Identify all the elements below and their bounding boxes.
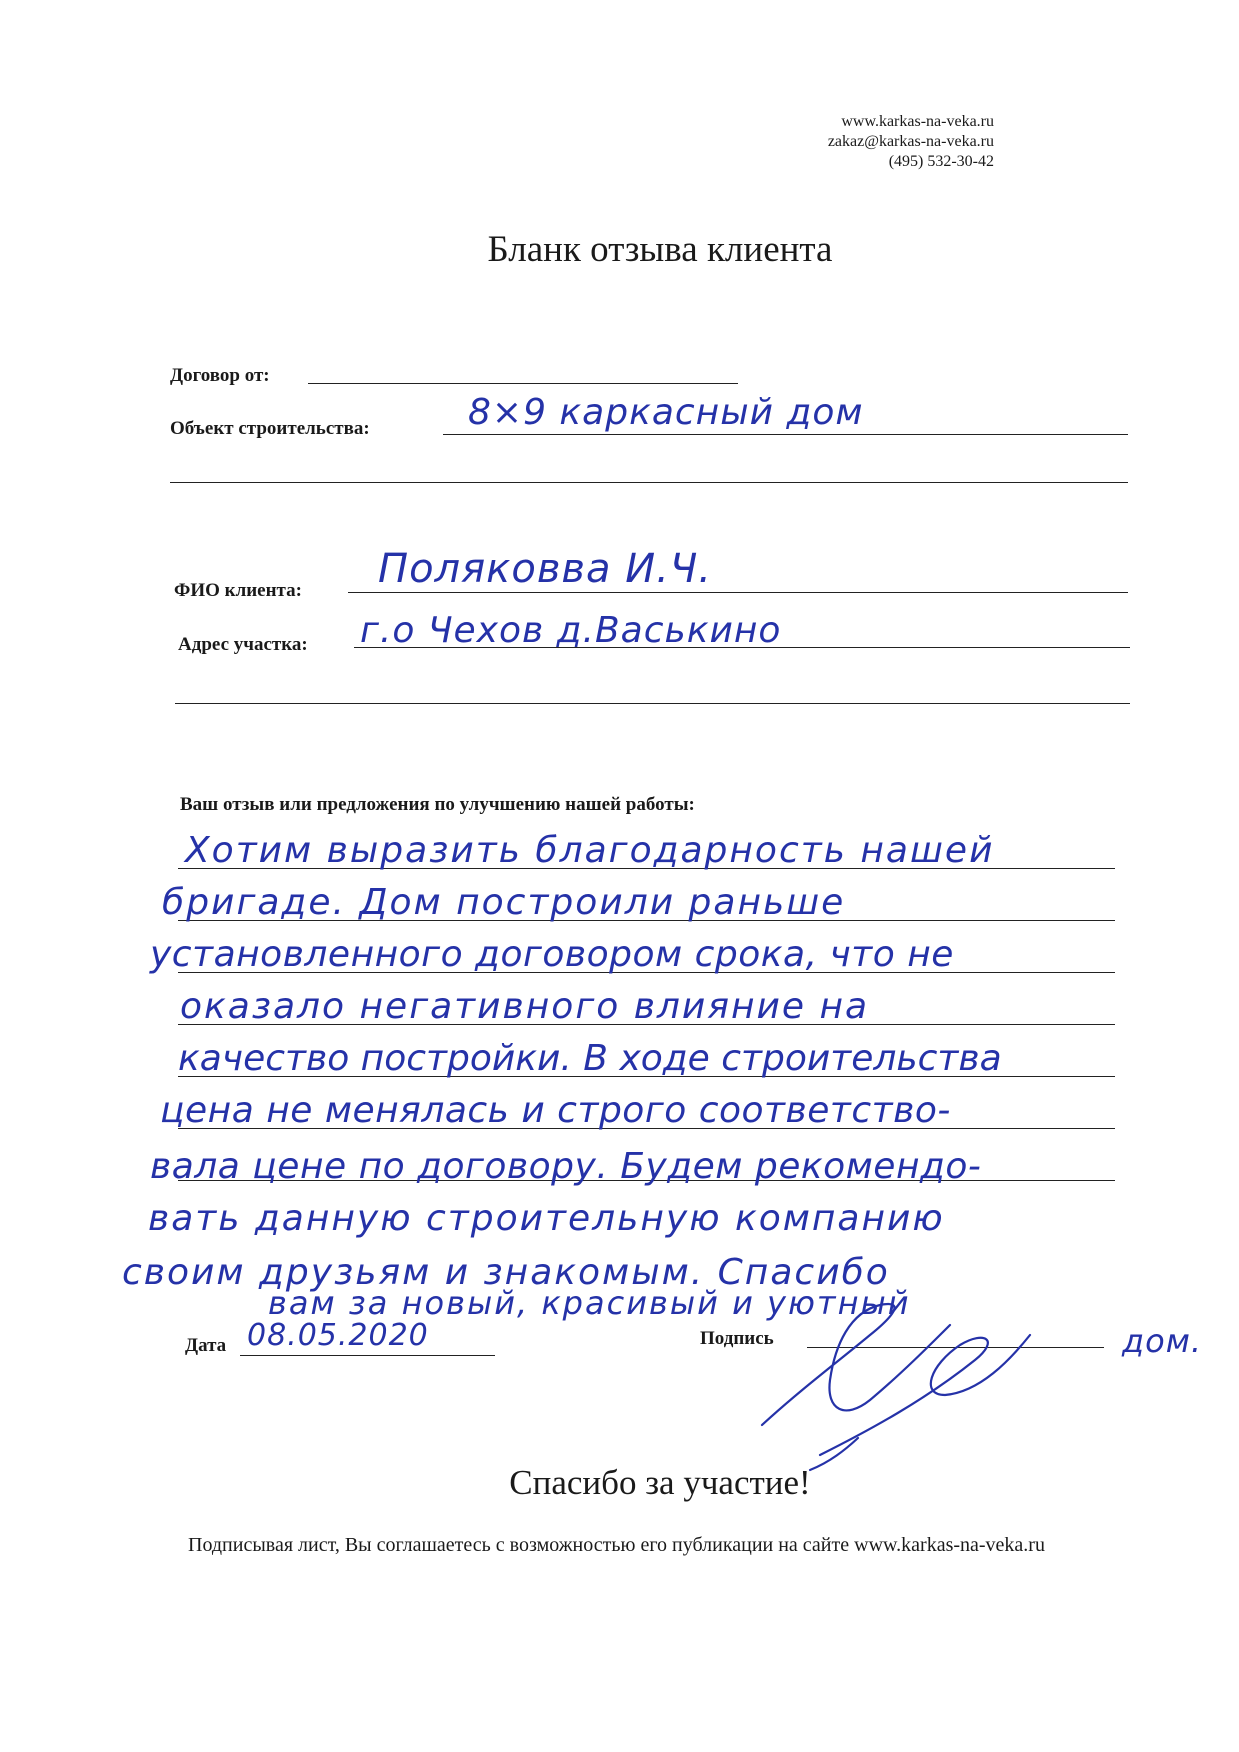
review-text-line: своим друзьям и знакомым. Спасибо xyxy=(122,1252,890,1293)
signature-line xyxy=(807,1347,1104,1348)
review-text-line: качество постройки. В ходе строительства xyxy=(178,1038,1002,1079)
review-text-line: цена не менялась и строго соответство- xyxy=(160,1090,951,1131)
address-line-2 xyxy=(175,703,1130,704)
review-label: Ваш отзыв или предложения по улучшению нашей работы: xyxy=(180,794,695,815)
client-line xyxy=(348,592,1128,593)
object-label: Объект строительства: xyxy=(170,418,370,439)
review-text-line: оказало негативного влияние на xyxy=(180,986,870,1027)
review-text-line: Хотим выразить благодарность нашей xyxy=(185,830,995,871)
signature-label: Подпись xyxy=(700,1328,774,1349)
website-link: www.karkas-na-veka.ru xyxy=(841,113,994,130)
object-line-2 xyxy=(170,482,1128,483)
page-title: Бланк отзыва клиента xyxy=(487,229,833,270)
object-line xyxy=(443,434,1128,435)
review-text-line: вала цене по договору. Будем рекомендо- xyxy=(150,1146,982,1187)
review-text-line: вам за новый, красивый и уютный xyxy=(268,1284,911,1322)
review-text-line: дом. xyxy=(1122,1322,1203,1360)
contacts-block xyxy=(828,112,994,172)
date-value: 08.05.2020 xyxy=(247,1318,429,1353)
email-text: zakaz@karkas-na-veka.ru xyxy=(827,133,994,150)
contract-label: Договор от: xyxy=(170,365,270,386)
date-line xyxy=(240,1355,495,1356)
thanks-heading: Спасибо за участие! xyxy=(509,1463,811,1502)
contract-line xyxy=(308,383,738,384)
date-label: Дата xyxy=(185,1335,227,1356)
review-text-line: вать данную строительную компанию xyxy=(148,1198,945,1239)
address-value: г.о Чехов д.Васькино xyxy=(360,610,782,651)
client-label: ФИО клиента: xyxy=(174,580,302,601)
phone-text: (495) 532-30-42 xyxy=(888,153,994,170)
review-text-line: бригаде. Дом построили раньше xyxy=(162,882,846,923)
review-text-line: установленного договором срока, что не xyxy=(150,934,954,975)
consent-text: Подписывая лист, Вы соглашаетесь с возможностью его публикации на сайте www.karkas-na-veka.ru xyxy=(188,1534,1045,1556)
client-value: Поляковва И.Ч. xyxy=(378,546,712,592)
object-value: 8×9 каркасный дом xyxy=(468,392,864,433)
address-label: Адрес участка: xyxy=(178,634,308,655)
